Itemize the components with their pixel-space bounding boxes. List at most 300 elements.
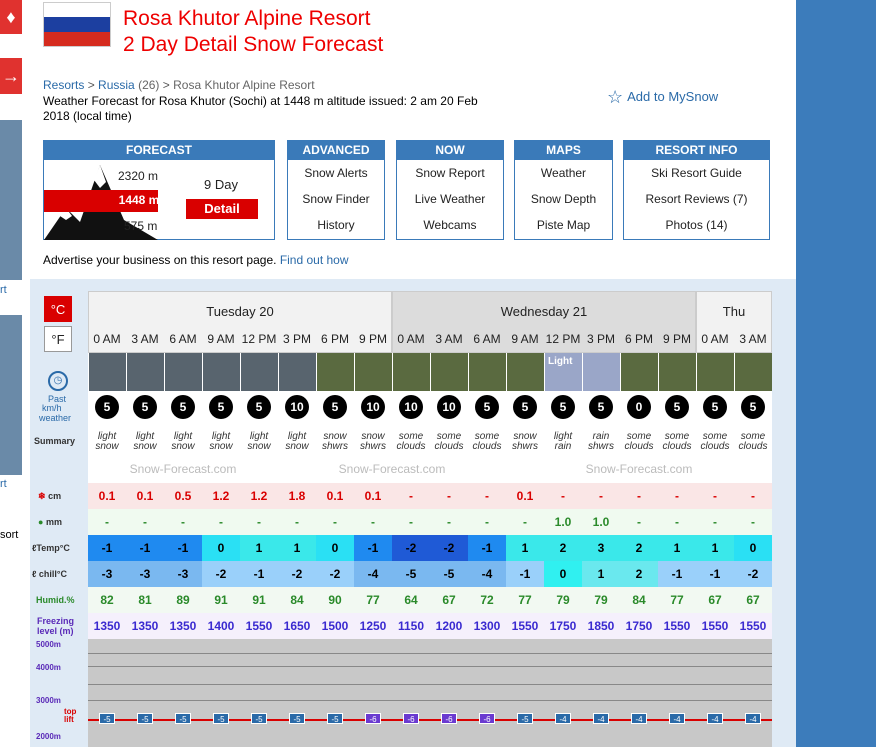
breadcrumb-separator: > xyxy=(162,78,170,92)
summary-line2: clouds xyxy=(700,441,730,452)
freezing-temp-marker: -6 xyxy=(441,713,457,724)
rain-value: - xyxy=(257,515,261,529)
right-sidebar xyxy=(796,0,876,747)
temp-value: 0 xyxy=(316,535,354,561)
webcams-link[interactable]: Webcams xyxy=(423,218,477,232)
summary-line2: snow xyxy=(171,441,195,452)
maps-box xyxy=(514,140,613,240)
rain-value: - xyxy=(637,515,641,529)
wind-icon[interactable]: 5 xyxy=(171,395,195,419)
rain-value: - xyxy=(333,515,337,529)
breadcrumb-resorts[interactable]: Resorts xyxy=(43,78,85,92)
time-label: 9 AM xyxy=(511,332,539,346)
temp-value: 1 xyxy=(240,535,278,561)
temp-value: -2 xyxy=(430,535,468,561)
summary-line2: clouds xyxy=(434,441,464,452)
temp-value: 2 xyxy=(620,535,658,561)
freezing-level-value: 1550 xyxy=(511,619,539,633)
summary-line1: light xyxy=(135,431,155,442)
breadcrumb-separator: > xyxy=(87,78,95,92)
summary-line2: clouds xyxy=(662,441,692,452)
time-label: 9 PM xyxy=(358,332,387,346)
freezing-temp-marker: -4 xyxy=(707,713,723,724)
snow-value: - xyxy=(561,489,565,503)
photos-link[interactable]: Photos (14) xyxy=(665,218,728,232)
summary-line1: some xyxy=(436,431,462,442)
freezing-temp-marker: -5 xyxy=(251,713,267,724)
temp-value: 3 xyxy=(582,535,620,561)
freezing-level-label: Freezing level (m) xyxy=(37,616,75,636)
temp-value: -2 xyxy=(392,535,430,561)
summary-line1: snow xyxy=(323,431,347,442)
freezing-temp-marker: -4 xyxy=(745,713,761,724)
breadcrumb-country[interactable]: Russia xyxy=(98,78,135,92)
watermark: Snow-Forecast.com xyxy=(585,462,693,476)
temp-value: 0 xyxy=(202,535,240,561)
time-label: 6 AM xyxy=(473,332,501,346)
wind-icon[interactable]: 10 xyxy=(285,395,309,419)
snow-value: 0.1 xyxy=(364,489,382,503)
wind-icon[interactable]: 5 xyxy=(589,395,613,419)
watermark: Snow-Forecast.com xyxy=(129,462,237,476)
humidity-value: 91 xyxy=(214,593,228,607)
forecast-header: FORECAST xyxy=(44,141,274,160)
piste-map-link[interactable]: Piste Map xyxy=(536,218,591,232)
alt-5000-label: 5000m xyxy=(36,640,61,649)
summary-line1: rain xyxy=(592,431,610,442)
day-label: Tuesday 20 xyxy=(206,304,274,319)
snow-value: - xyxy=(637,489,641,503)
freezing-level-value: 1550 xyxy=(245,619,273,633)
temp-value: -1 xyxy=(126,535,164,561)
maps-header: MAPS xyxy=(515,141,612,160)
summary-line2: shwrs xyxy=(511,441,539,452)
weather-icon[interactable] xyxy=(659,353,696,391)
time-label: 12 PM xyxy=(241,332,277,346)
chill-value: -1 xyxy=(506,561,544,587)
freezing-temp-marker: -5 xyxy=(327,713,343,724)
weather-icon[interactable] xyxy=(735,353,772,391)
summary-label: Summary xyxy=(34,436,76,446)
time-label: 3 AM xyxy=(435,332,463,346)
past-weather-link[interactable]: Past xyxy=(48,394,67,404)
summary-line1: some xyxy=(740,431,766,442)
snow-value: 0.1 xyxy=(136,489,154,503)
humidity-value: 90 xyxy=(328,593,342,607)
snow-value: 1.2 xyxy=(212,489,230,503)
snow-cm-label: cm xyxy=(48,491,62,501)
snow-value: 0.1 xyxy=(98,489,116,503)
snow-finder-link[interactable]: Snow Finder xyxy=(302,192,370,206)
freezing-level-value: 1250 xyxy=(359,619,387,633)
freezing-temp-marker: -4 xyxy=(593,713,609,724)
summary-line1: some xyxy=(398,431,424,442)
issued-text: Weather Forecast for Rosa Khutor (Sochi) at 1448 m altitude issued: 2 am 20 Feb 2018 (local time) xyxy=(43,94,478,123)
temp-value: -1 xyxy=(164,535,202,561)
summary-line2: rain xyxy=(554,441,572,452)
breadcrumb-current: Rosa Khutor Alpine Resort xyxy=(173,78,315,92)
summary-line1: some xyxy=(626,431,652,442)
summary-line1: snow xyxy=(361,431,385,442)
weather-icon[interactable] xyxy=(317,353,354,391)
rain-value: - xyxy=(713,515,717,529)
thermometer-icon: ℓ xyxy=(32,543,37,553)
mysnow-label: Add to MySnow xyxy=(627,89,719,104)
rain-value: - xyxy=(523,515,527,529)
temp-value: 2 xyxy=(544,535,582,561)
page-title xyxy=(123,6,383,58)
summary-line2: snow xyxy=(209,441,233,452)
day-label: Wednesday 21 xyxy=(500,304,588,319)
summary-line1: light xyxy=(97,431,117,442)
chill-value: -5 xyxy=(392,561,430,587)
snow-value: - xyxy=(675,489,679,503)
weather-icon[interactable] xyxy=(241,353,278,391)
chill-value: -4 xyxy=(354,561,392,587)
summary-line1: light xyxy=(553,431,573,442)
humidity-value: 67 xyxy=(708,593,722,607)
summary-line1: snow xyxy=(513,431,537,442)
weather-icon[interactable] xyxy=(203,353,240,391)
top-altitude[interactable]: 2320 m xyxy=(118,169,159,183)
breadcrumb xyxy=(43,78,315,92)
alt-2000-label: 2000m xyxy=(36,732,61,741)
rain-value: - xyxy=(409,515,413,529)
summary-line1: some xyxy=(702,431,728,442)
weather-icon[interactable] xyxy=(431,353,468,391)
freezing-temp-marker: -5 xyxy=(175,713,191,724)
snow-value: - xyxy=(447,489,451,503)
summary-line1: light xyxy=(211,431,231,442)
wind-icon[interactable]: 5 xyxy=(209,395,233,419)
temp-value: 1 xyxy=(696,535,734,561)
humidity-value: 67 xyxy=(746,593,760,607)
summary-line2: shwrs xyxy=(321,441,349,452)
light-label: Light xyxy=(548,356,573,367)
celsius-button[interactable]: °C xyxy=(44,296,72,322)
chill-value: -2 xyxy=(278,561,316,587)
humidity-value: 89 xyxy=(176,593,190,607)
raindrop-icon: ● xyxy=(38,517,44,527)
left-link-2[interactable]: rt xyxy=(0,478,7,490)
chill-value: 1 xyxy=(582,561,620,587)
snow-value: 0.1 xyxy=(326,489,344,503)
grid-line xyxy=(88,700,772,701)
freezing-level-value: 1350 xyxy=(169,619,197,633)
freezing-level-value: 1750 xyxy=(549,619,577,633)
grid-line xyxy=(88,666,772,667)
chill-value: -2 xyxy=(202,561,240,587)
rain-value: - xyxy=(485,515,489,529)
grid-line xyxy=(88,653,772,654)
alt-4000-label: 4000m xyxy=(36,663,61,672)
humidity-value: 79 xyxy=(594,593,608,607)
rain-value: - xyxy=(447,515,451,529)
mid-altitude[interactable]: 1448 m xyxy=(118,193,160,207)
chill-value: -4 xyxy=(468,561,506,587)
chill-value: -3 xyxy=(126,561,164,587)
rain-mm-label: mm xyxy=(45,517,62,527)
freezing-temp-marker: -5 xyxy=(289,713,305,724)
left-link-1[interactable]: rt xyxy=(0,284,7,296)
freezing-temp-marker: -6 xyxy=(479,713,495,724)
freezing-level-value: 1850 xyxy=(587,619,615,633)
snow-value: 1.2 xyxy=(250,489,268,503)
summary-line2: clouds xyxy=(738,441,768,452)
freezing-level-value: 1750 xyxy=(625,619,653,633)
rain-value: 1.0 xyxy=(554,515,572,529)
9-day-link[interactable]: 9 Day xyxy=(204,177,238,192)
rain-value: - xyxy=(751,515,755,529)
rain-value: - xyxy=(143,515,147,529)
snow-value: - xyxy=(485,489,489,503)
freezing-temp-marker: -5 xyxy=(137,713,153,724)
snowflake-icon: ❄ xyxy=(38,491,46,501)
live-weather-link[interactable]: Live Weather xyxy=(414,192,486,206)
snow-value: 0.5 xyxy=(174,489,192,503)
thermometer-icon: ℓ xyxy=(32,569,37,579)
wind-icon[interactable]: 5 xyxy=(513,395,537,419)
wind-icon[interactable]: 10 xyxy=(437,395,461,419)
wind-icon[interactable]: 5 xyxy=(703,395,727,419)
wind-icon[interactable]: 5 xyxy=(323,395,347,419)
weather-icon[interactable] xyxy=(279,353,316,391)
resort-info-header: RESORT INFO xyxy=(624,141,769,160)
snow-value: - xyxy=(713,489,717,503)
time-label: 9 AM xyxy=(207,332,235,346)
temp-value: -1 xyxy=(354,535,392,561)
kmh-label[interactable]: km/h xyxy=(42,403,62,413)
snow-report-link[interactable]: Snow Report xyxy=(415,166,485,180)
temp-value: 1 xyxy=(278,535,316,561)
summary-line1: light xyxy=(249,431,269,442)
weather-icon[interactable] xyxy=(621,353,658,391)
humidity-value: 81 xyxy=(138,593,152,607)
chill-value: -2 xyxy=(734,561,772,587)
summary-line1: light xyxy=(173,431,193,442)
time-label: 6 PM xyxy=(624,332,653,346)
weather-map-link[interactable]: Weather xyxy=(540,166,587,180)
clock-icon[interactable]: ◷ xyxy=(48,371,68,391)
humidity-value: 77 xyxy=(366,593,380,607)
wind-icon[interactable]: 10 xyxy=(361,395,385,419)
title-line-1: Rosa Khutor Alpine Resort xyxy=(123,7,371,30)
chill-value: -1 xyxy=(696,561,734,587)
ski-resort-guide-link[interactable]: Ski Resort Guide xyxy=(651,166,742,180)
resort-reviews-link[interactable]: Resort Reviews (7) xyxy=(645,192,748,206)
weather-icon[interactable] xyxy=(393,353,430,391)
weather-icon[interactable] xyxy=(127,353,164,391)
snow-value: 0.1 xyxy=(516,489,534,503)
humidity-value: 79 xyxy=(556,593,570,607)
summary-line2: snow xyxy=(247,441,271,452)
freezing-level-value: 1550 xyxy=(701,619,729,633)
advanced-header: ADVANCED xyxy=(288,141,384,160)
temp-value: 1 xyxy=(658,535,696,561)
freezing-level-value: 1300 xyxy=(473,619,501,633)
temp-label: Temp°C xyxy=(36,543,70,553)
wind-icon[interactable]: 5 xyxy=(247,395,271,419)
weather-icon[interactable] xyxy=(89,353,126,391)
wind-icon[interactable]: 5 xyxy=(741,395,765,419)
chill-value: -5 xyxy=(430,561,468,587)
freezing-level-value: 1550 xyxy=(739,619,767,633)
freezing-level-value: 1150 xyxy=(397,619,425,633)
time-label: 12 PM xyxy=(545,332,581,346)
chill-value: 2 xyxy=(620,561,658,587)
detail-button[interactable]: Detail xyxy=(186,199,258,219)
rain-value: - xyxy=(105,515,109,529)
weather-icon[interactable] xyxy=(583,353,620,391)
freezing-chart xyxy=(88,639,772,747)
freezing-level-value: 1400 xyxy=(207,619,235,633)
day-label: Thu xyxy=(722,304,746,319)
snow-value: - xyxy=(409,489,413,503)
humidity-value: 82 xyxy=(100,593,114,607)
rain-value: - xyxy=(295,515,299,529)
chill-value: -3 xyxy=(164,561,202,587)
summary-line2: snow xyxy=(95,441,119,452)
freezing-temp-marker: -5 xyxy=(213,713,229,724)
freezing-level-value: 1350 xyxy=(131,619,159,633)
summary-line2: snow xyxy=(285,441,309,452)
forecast-box xyxy=(43,140,275,240)
alt-3000-label: 3000m xyxy=(36,696,61,705)
weather-icon[interactable] xyxy=(507,353,544,391)
freezing-level-value: 1350 xyxy=(93,619,121,633)
freezing-level-value: 1650 xyxy=(283,619,311,633)
summary-line2: clouds xyxy=(624,441,654,452)
summary-line2: clouds xyxy=(472,441,502,452)
weather-icon[interactable] xyxy=(165,353,202,391)
time-label: 6 PM xyxy=(320,332,349,346)
summary-line1: some xyxy=(474,431,500,442)
chill-value: -1 xyxy=(658,561,696,587)
summary-line2: snow xyxy=(133,441,157,452)
time-label: 3 AM xyxy=(131,332,159,346)
humidity-value: 84 xyxy=(632,593,646,607)
rain-value: - xyxy=(219,515,223,529)
rain-value: - xyxy=(181,515,185,529)
humidity-value: 72 xyxy=(480,593,494,607)
grid-line xyxy=(88,684,772,685)
snow-value: 1.8 xyxy=(288,489,306,503)
now-header: NOW xyxy=(397,141,503,160)
freezing-level-value: 1200 xyxy=(435,619,463,633)
freezing-temp-marker: -6 xyxy=(403,713,419,724)
rain-value: - xyxy=(675,515,679,529)
wind-icon[interactable]: 5 xyxy=(551,395,575,419)
weather-label: weather xyxy=(39,413,72,423)
add-to-mysnow-link[interactable] xyxy=(607,87,718,108)
wind-icon[interactable]: 0 xyxy=(627,395,651,419)
time-label: 0 AM xyxy=(397,332,425,346)
wind-icon[interactable]: 5 xyxy=(475,395,499,419)
rain-value: 1.0 xyxy=(592,515,610,529)
humidity-label: Humid.% xyxy=(36,595,75,605)
advanced-box xyxy=(287,140,385,240)
star-icon: ☆ xyxy=(607,87,624,107)
chill-value: 0 xyxy=(544,561,582,587)
wind-icon[interactable]: 10 xyxy=(399,395,423,419)
bell-icon[interactable]: ♦ xyxy=(0,0,22,34)
summary-line2: shwrs xyxy=(359,441,387,452)
snow-depth-link[interactable]: Snow Depth xyxy=(530,192,597,206)
snow-value: - xyxy=(599,489,603,503)
freezing-temp-marker: -4 xyxy=(555,713,571,724)
breadcrumb-count: (26) xyxy=(138,78,160,92)
humidity-value: 91 xyxy=(252,593,266,607)
advert-text: Advertise your business on this resort page. xyxy=(43,253,277,267)
time-label: 3 PM xyxy=(282,332,311,346)
freezing-temp-marker: -6 xyxy=(365,713,381,724)
snow-value: - xyxy=(751,489,755,503)
arrow-right-icon[interactable]: → xyxy=(0,58,22,94)
time-label: 3 AM xyxy=(739,332,767,346)
summary-line2: shwrs xyxy=(587,441,615,452)
summary-line2: clouds xyxy=(396,441,426,452)
wind-icon[interactable]: 5 xyxy=(95,395,119,419)
humidity-value: 77 xyxy=(518,593,532,607)
time-label: 6 AM xyxy=(169,332,197,346)
weather-icon[interactable] xyxy=(469,353,506,391)
bottom-altitude[interactable]: 575 m xyxy=(124,219,158,233)
summary-line1: some xyxy=(664,431,690,442)
history-link[interactable]: History xyxy=(317,218,355,232)
temp-value: 0 xyxy=(734,535,772,561)
time-label: 3 PM xyxy=(586,332,615,346)
freezing-temp-marker: -5 xyxy=(99,713,115,724)
humidity-value: 64 xyxy=(404,593,418,607)
chill-value: -1 xyxy=(240,561,278,587)
freezing-level-value: 1500 xyxy=(321,619,349,633)
freezing-level-value: 1550 xyxy=(663,619,691,633)
left-strip xyxy=(0,0,22,747)
advert-line xyxy=(43,253,349,267)
humidity-value: 77 xyxy=(670,593,684,607)
left-photo-2[interactable] xyxy=(0,315,22,475)
temp-value: -1 xyxy=(88,535,126,561)
top-lift-label: top lift xyxy=(64,707,77,724)
find-out-how-link[interactable]: Find out how xyxy=(279,253,349,267)
fahrenheit-button[interactable]: °F xyxy=(44,326,72,352)
chill-value: -2 xyxy=(316,561,354,587)
humidity-value: 84 xyxy=(290,593,304,607)
freezing-temp-marker: -4 xyxy=(631,713,647,724)
left-text-3: sort xyxy=(0,529,19,541)
freezing-temp-marker: -4 xyxy=(669,713,685,724)
freezing-temp-marker: -5 xyxy=(517,713,533,724)
resort-info-box xyxy=(623,140,770,240)
time-label: 0 AM xyxy=(93,332,121,346)
russia-flag-icon xyxy=(43,2,111,47)
rain-value: - xyxy=(371,515,375,529)
chill-label: chill°C xyxy=(38,569,68,579)
title-line-2: 2 Day Detail Snow Forecast xyxy=(123,33,384,56)
chill-value: -3 xyxy=(88,561,126,587)
temp-value: 1 xyxy=(506,535,544,561)
weather-icon[interactable] xyxy=(697,353,734,391)
wind-icon[interactable]: 5 xyxy=(133,395,157,419)
wind-icon[interactable]: 5 xyxy=(665,395,689,419)
time-label: 0 AM xyxy=(701,332,729,346)
snow-alerts-link[interactable]: Snow Alerts xyxy=(304,166,368,180)
weather-icon[interactable] xyxy=(355,353,392,391)
left-photo-1[interactable] xyxy=(0,120,22,280)
now-box xyxy=(396,140,504,240)
time-label: 9 PM xyxy=(662,332,691,346)
temp-value: -1 xyxy=(468,535,506,561)
